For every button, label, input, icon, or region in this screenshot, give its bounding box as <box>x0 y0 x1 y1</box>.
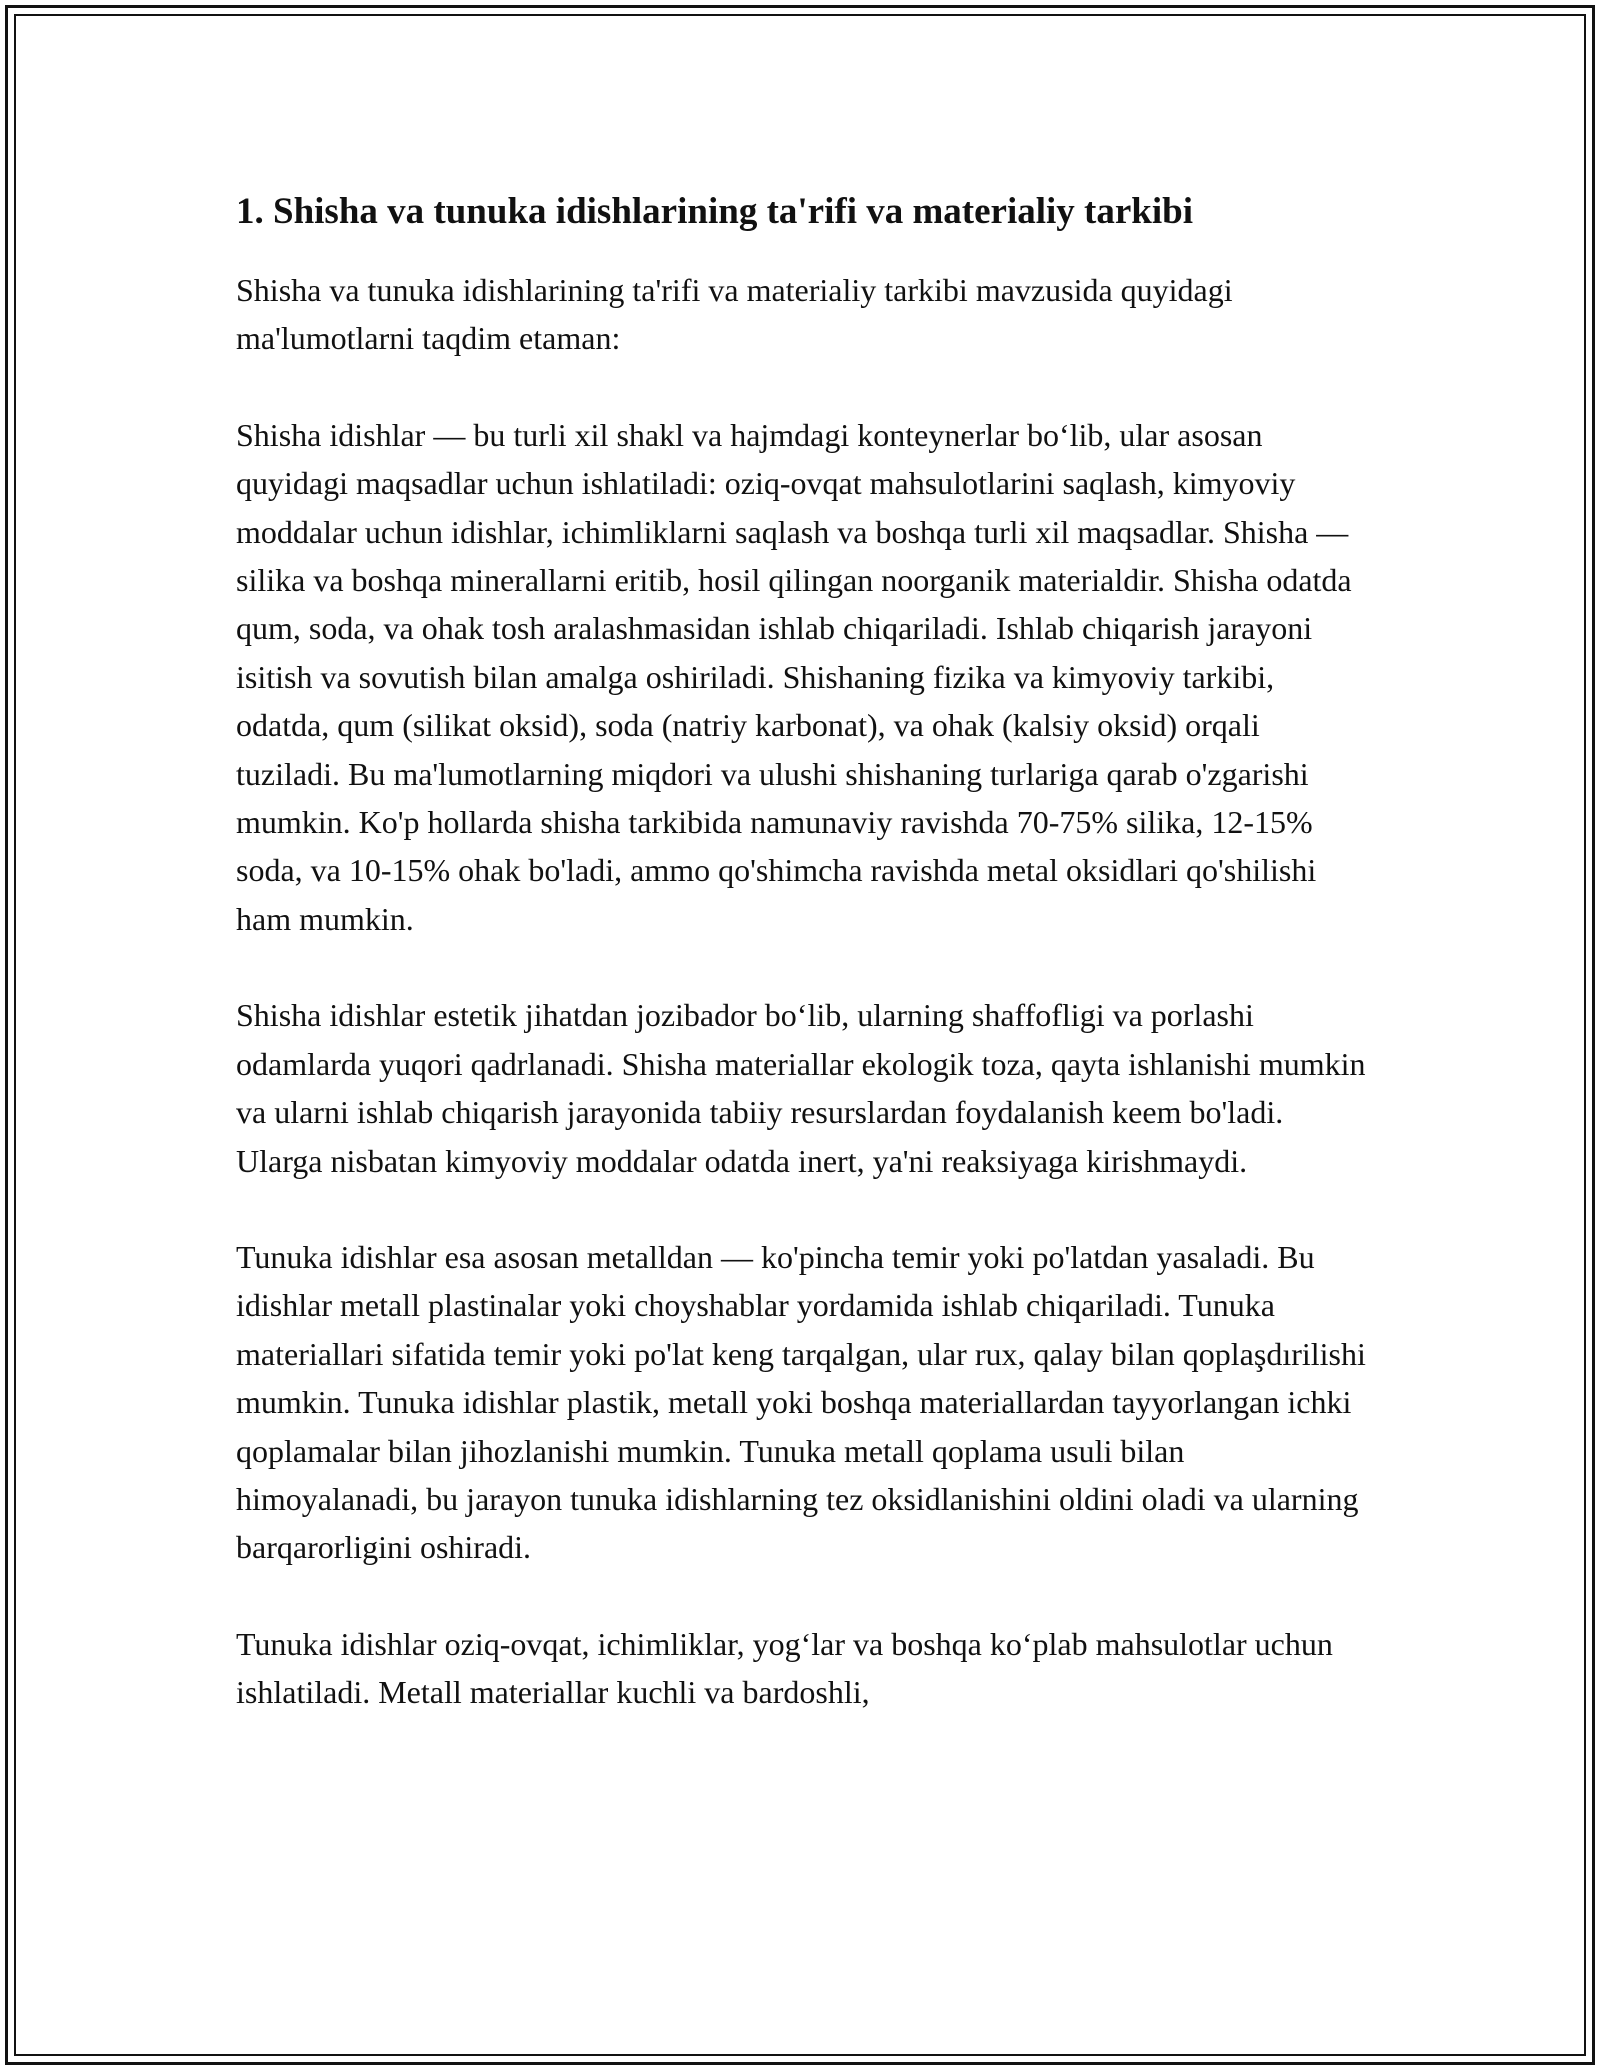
paragraph-tin-containers: Tunuka idishlar esa asosan metalldan — ko'pincha temir yoki po'latdan yasaladi. Bu idishlar metall plastinalar yoki choyshablar yordamida ishlab chiqariladi. Tunuka materiallari sifatida temir yoki po'lat keng tarqalgan, ular rux, qalay bilan qoplaşdırilishi mumkin. Tunuka idishlar plastik, metall yoki boshqa materiallardan tayyorlangan ichki qoplamalar bilan jihozlanishi mumkin. Tunuka metall qoplama usuli bilan himoyalanadi, bu jarayon tunuka idishlarning tez oksidlanishini oldini oladi va ularning barqarorligini oshiradi. <box>236 1238 1366 1566</box>
paragraph-glass-containers: Shisha idishlar — bu turli xil shakl va hajmdagi konteynerlar bo‘lib, ular asosan quyidagi maqsadlar uchun ishlatiladi: oziq-ovqat mahsulotlarini saqlash, kimyoviy moddalar uchun idishlar, ichimliklarni saqlash va boshqa turli xil maqsadlar. Shisha — silika va boshqa minerallarni eritib, hosil qilingan noorganik materialdir. Shisha odatda qum, soda, va ohak tosh aralashmasidan ishlab chiqariladi. Ishlab chiqarish jarayoni isitish va sovutish bilan amalga oshiriladi. Shishaning fizika va kimyoviy tarkibi, odatda, qum (silikat oksid), soda (natriy karbonat), va ohak (kalsiy oksid) orqali tuziladi. Bu ma'lumotlarning miqdori va ulushi shishaning turlariga qarab o'zgarishi mumkin. Ko'p hollarda shisha tarkibida namunaviy ravishda 70-75% silika, 12-15% soda, va 10-15% ohak bo'ladi, ammo qo'shimcha ravishda metal oksidlari qo'shilishi ham mumkin. <box>236 416 1352 937</box>
paragraph-intro: Shisha va tunuka idishlarining ta'rifi va materialiy tarkibi mavzusida quyidagi ma'lumotlarni taqdim etaman: <box>236 272 1233 357</box>
section-heading: 1. Shisha va tunuka idishlarining ta'rifi va materialiy tarkibi <box>236 191 1194 232</box>
document-body <box>236 186 1366 1765</box>
paragraph-glass-properties: Shisha idishlar estetik jihatdan jozibador bo‘lib, ularning shaffofligi va porlashi odamlarda yuqori qadrlanadi. Shisha materiallar ekologik toza, qayta ishlanishi mumkin va ularni ishlab chiqarish jarayonida tabiiy resurslardan foydalanish keem bo'ladi. Ularga nisbatan kimyoviy moddalar odatda inert, ya'ni reaksiyaga kirishmaydi. <box>236 997 1366 1179</box>
paragraph-tin-uses: Tunuka idishlar oziq-ovqat, ichimliklar, yog‘lar va boshqa ko‘plab mahsulotlar uchun ishlatiladi. Metall materiallar kuchli va bardoshli, <box>236 1625 1333 1711</box>
